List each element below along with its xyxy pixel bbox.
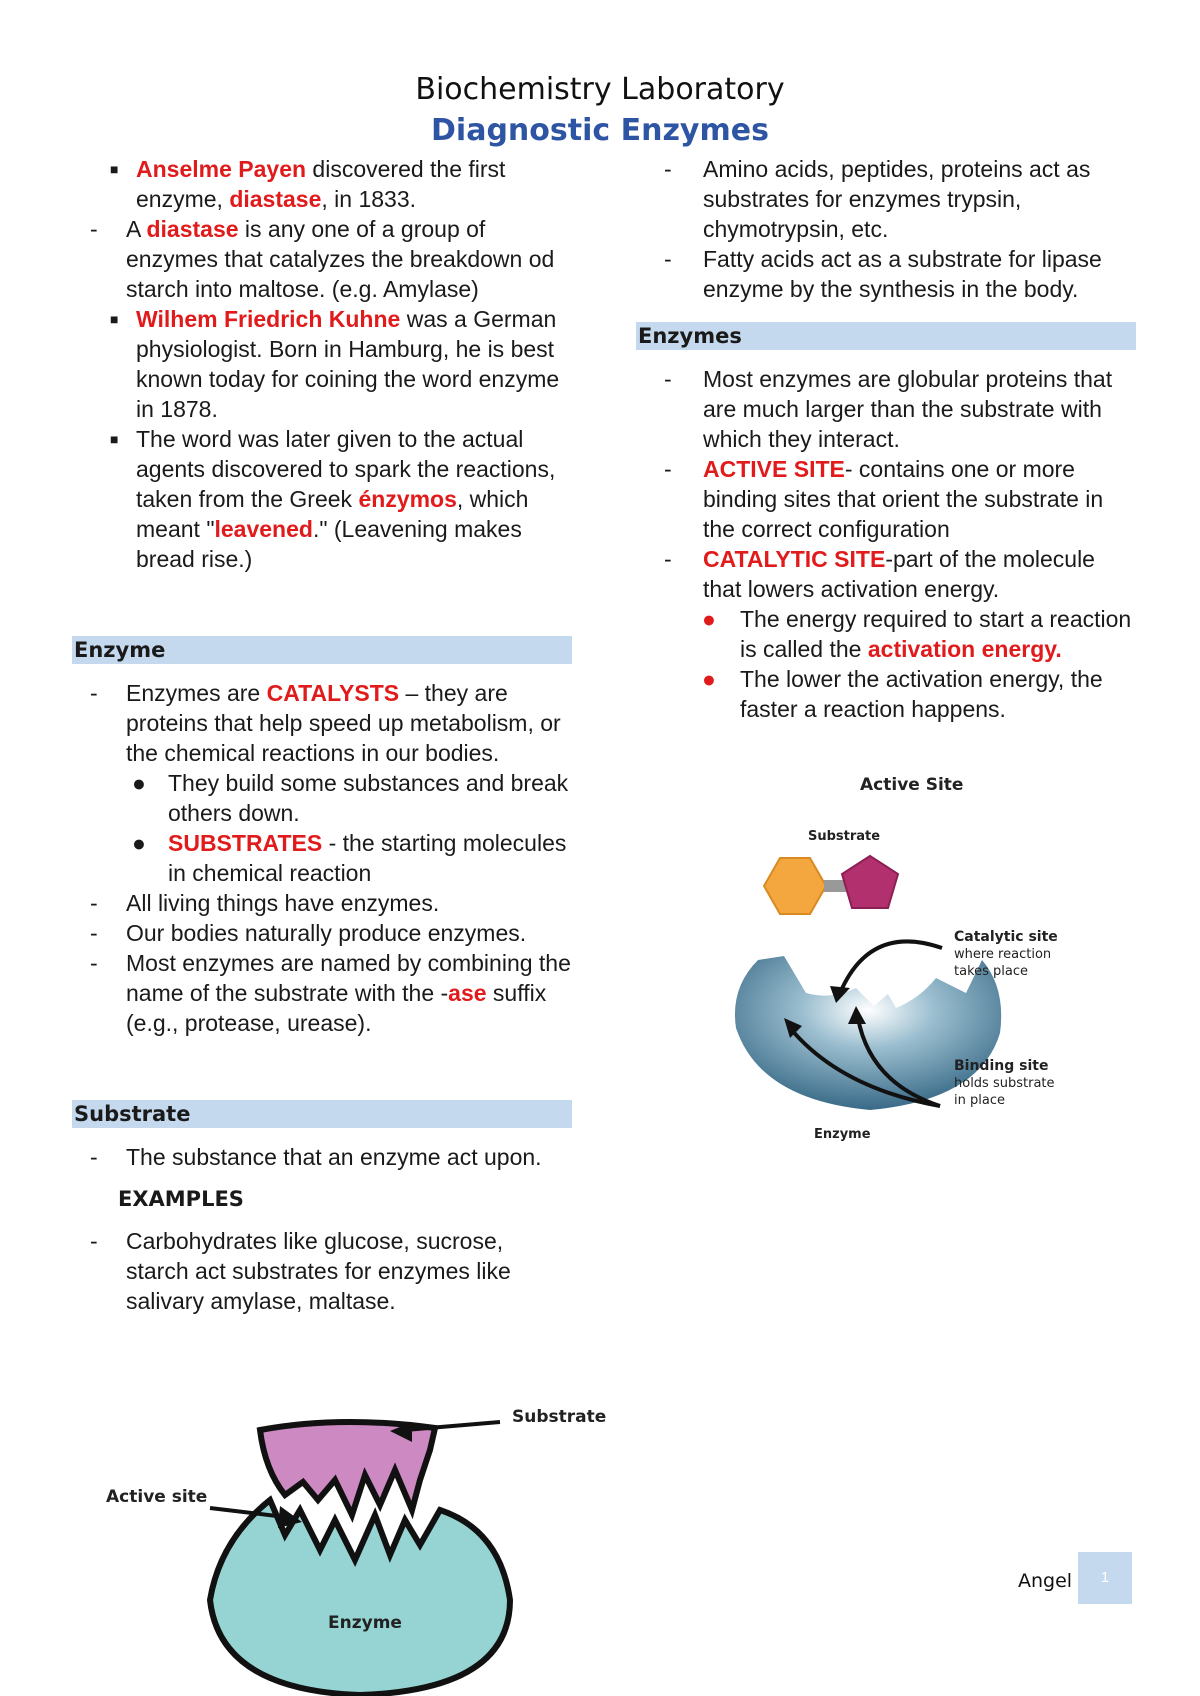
substrate-hexagon xyxy=(764,858,826,914)
dash-bullet-icon: - xyxy=(664,156,672,182)
substrate-pentagon xyxy=(842,856,898,908)
list-item: ● They build some substances and break others down. xyxy=(132,770,569,826)
list-item: - Amino acids, peptides, proteins act as substrates for enzymes trypsin, chymotrypsin, etc. xyxy=(664,156,1091,242)
square-bullet-icon: ■ xyxy=(110,311,119,327)
page-number: 1 xyxy=(1078,1552,1132,1604)
square-bullet-icon: ■ xyxy=(110,431,119,447)
left-column xyxy=(72,154,572,1316)
active-site-figure xyxy=(730,775,1070,1148)
bullet-dot-icon: ● xyxy=(132,830,146,856)
list-item: ■ Wilhem Friedrich Kuhne was a German physiologist. Born in Hamburg, he is best known today for coining the word enzyme in 1878. xyxy=(110,306,560,422)
section-heading-substrate: Substrate xyxy=(72,1100,572,1128)
list-item: - Carbohydrates like glucose, sucrose, starch act substrates for enzymes like salivary amylase, maltase. xyxy=(90,1228,511,1314)
list-item: - Most enzymes are named by combining the name of the substrate with the -ase suffix (e.g., protease, urease). xyxy=(90,950,571,1036)
catalytic-arrow xyxy=(840,941,942,993)
list-item: ● The lower the activation energy, the faster a reaction happens. xyxy=(702,666,1103,722)
list-item: - The substance that an enzyme act upon. xyxy=(90,1144,542,1170)
catalytic-site-title: Catalytic site xyxy=(954,929,1058,945)
list-item: ■ The word was later given to the actual agents discovered to spark the reactions, taken from the Greek énzymos, which meant "leavened." (Leavening makes bread rise.) xyxy=(110,426,556,572)
bullet-dot-icon: ● xyxy=(132,770,146,796)
document-subtitle: Diagnostic Enzymes xyxy=(431,113,769,148)
bullet-dot-icon: ● xyxy=(702,606,716,632)
list-item: - Most enzymes are globular proteins that are much larger than the substrate with which they interact. xyxy=(664,366,1113,452)
list-item: - Fatty acids act as a substrate for lipase enzyme by the synthesis in the body. xyxy=(664,246,1102,302)
dash-bullet-icon: - xyxy=(90,1144,98,1170)
list-item: ● SUBSTRATES - the starting molecules in chemical reaction xyxy=(132,830,567,886)
binding-site-title: Binding site xyxy=(954,1058,1049,1074)
list-item: - Our bodies naturally produce enzymes. xyxy=(90,920,527,946)
right-column xyxy=(636,154,1136,724)
dash-bullet-icon: - xyxy=(664,246,672,272)
lock-and-key-diagram xyxy=(90,1400,610,1696)
dash-bullet-icon: - xyxy=(90,216,98,242)
dash-bullet-icon: - xyxy=(90,1228,98,1254)
active-site-title: Active Site xyxy=(860,775,964,795)
square-bullet-icon: ■ xyxy=(110,161,119,177)
dash-bullet-icon: - xyxy=(90,680,98,706)
substrate-label: Substrate xyxy=(808,829,881,844)
lock-and-key-figure xyxy=(90,1400,610,1696)
catalytic-site-desc: where reaction xyxy=(954,947,1052,962)
dash-bullet-icon: - xyxy=(90,920,98,946)
examples-label: EXAMPLES xyxy=(118,1187,244,1211)
substrate-bond xyxy=(824,880,846,892)
list-item: - All living things have enzymes. xyxy=(90,890,440,916)
binding-site-desc: in place xyxy=(954,1093,1005,1108)
dash-bullet-icon: - xyxy=(664,456,672,482)
section-heading-enzyme: Enzyme xyxy=(72,636,572,664)
list-item: ■ Anselme Payen discovered the first enzyme, diastase, in 1833. xyxy=(110,156,506,212)
dash-bullet-icon: - xyxy=(90,890,98,916)
enzyme-shape xyxy=(210,1500,510,1695)
bullet-dot-icon: ● xyxy=(702,666,716,692)
dash-bullet-icon: - xyxy=(664,366,672,392)
list-item: ● The energy required to start a reaction is called the activation energy. xyxy=(702,606,1132,662)
binding-site-desc: holds substrate xyxy=(954,1076,1055,1091)
list-item: - Enzymes are CATALYSTS – they are proteins that help speed up metabolism, or the chemical reactions in our bodies. xyxy=(90,680,561,766)
substrate-label: Substrate xyxy=(512,1407,607,1427)
footer-author: Angel xyxy=(1018,1570,1073,1592)
active-site-label: Active site xyxy=(106,1487,208,1507)
enzyme-label: Enzyme xyxy=(328,1613,402,1633)
dash-bullet-icon: - xyxy=(90,950,98,976)
enzyme-label: Enzyme xyxy=(814,1127,871,1142)
list-item: - ACTIVE SITE- contains one or more binding sites that orient the substrate in the correct configuration xyxy=(664,456,1104,542)
list-item: - CATALYTIC SITE-part of the molecule that lowers activation energy. xyxy=(664,546,1095,602)
catalytic-site-desc: takes place xyxy=(954,964,1029,979)
dash-bullet-icon: - xyxy=(664,546,672,572)
list-item: - A diastase is any one of a group of enzymes that catalyzes the breakdown od starch into maltose. (e.g. Amylase) xyxy=(90,216,555,302)
section-heading-enzymes: Enzymes xyxy=(636,322,1136,350)
document-title: Biochemistry Laboratory xyxy=(415,72,785,107)
